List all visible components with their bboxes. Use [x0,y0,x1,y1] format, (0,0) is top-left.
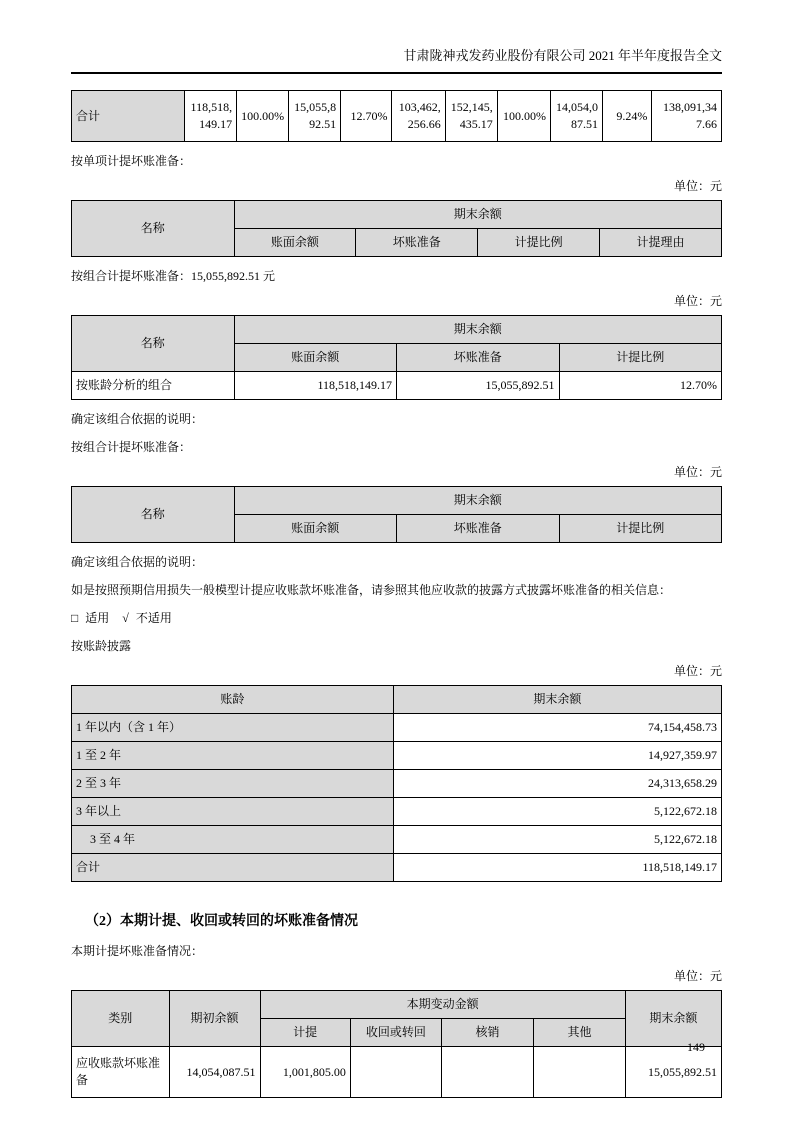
other-group-intro: 按组合计提坏账准备： [71,440,192,454]
bad-debt-provision-header: 坏账准备 [397,344,560,372]
other-group-provision-table [71,486,722,543]
closing-balance-header: 期末余额 [393,686,721,714]
aging-bucket-value: 24,313,658.29 [393,770,721,798]
carryover-total-table [71,90,722,142]
table-header-row [72,991,722,1019]
aging-total-value: 118,518,149.17 [393,854,721,882]
category-cell: 应收账款坏账准备 [72,1047,170,1098]
unit-label: 单位：元 [673,179,722,193]
aging-bucket-value: 5,122,672.18 [393,826,721,854]
applicable-label: 适用 [85,611,110,625]
closing-balance-group-header: 期末余额 [234,316,722,344]
book-balance-cell: 118,518,149.17 [234,372,397,400]
closing-balance-group-header: 期末余额 [234,201,722,229]
recovery-reversal-cell [350,1047,441,1098]
single-item-intro: 按单项计提坏账准备： [71,154,192,168]
opening-balance-cell: 14,054,087.51 [169,1047,260,1098]
provision-reason-header: 计提理由 [600,229,722,257]
accrual-cell: 1,001,805.00 [260,1047,350,1098]
table-header-row [72,487,722,515]
unit-label: 单位：元 [673,465,722,479]
table-header-row [72,201,722,229]
aging-bucket-label: 1 至 2 年 [72,742,394,770]
table-header-row [72,316,722,344]
name-header: 名称 [72,201,235,257]
other-cell [534,1047,626,1098]
provision-ratio-header: 计提比例 [478,229,600,257]
opening-balance-header: 期初余额 [169,991,260,1047]
closing-balance-header: 期末余额 [625,991,721,1047]
bad-debt-provision-header: 坏账准备 [356,229,478,257]
aging-header: 账龄 [72,686,394,714]
unit-label: 单位：元 [673,969,722,983]
report-header-title: 甘肃陇神戎发药业股份有限公司 2021 年半年度报告全文 [71,47,722,74]
provision-ratio-header: 计提比例 [559,515,722,543]
bad-debt-provision-header: 坏账准备 [397,515,560,543]
aging-group-provision-table [71,315,722,400]
provision-ratio-cell: 12.70% [559,372,722,400]
total-cell: 9.24% [603,91,652,142]
write-off-header: 核销 [441,1019,533,1047]
aging-bucket-value: 14,927,359.97 [393,742,721,770]
table-row [72,1047,722,1098]
category-header: 类别 [72,991,170,1047]
total-row [72,91,722,142]
check-icon: √ [122,611,129,625]
single-item-provision-table [71,200,722,257]
unit-label: 单位：元 [673,664,722,678]
total-cell: 14,054,087.51 [551,91,603,142]
name-header: 名称 [72,316,235,372]
aging-total-label: 合计 [72,854,394,882]
table-header-row [72,686,722,714]
table-row [72,742,722,770]
page-content [71,0,722,1098]
section-heading: （2）本期计提、收回或转回的坏账准备情况 [85,914,358,929]
page-number: 149 [687,1040,705,1054]
closing-balance-group-header: 期末余额 [234,487,722,515]
table-row [72,714,722,742]
ecl-model-note: 如是按照预期信用损失一般模型计提应收账款坏账准备，请参照其他应收款的披露方式披露坏账准备的相关信息： [71,583,672,597]
total-row-label: 合计 [72,91,185,142]
provision-change-table [71,990,722,1098]
book-balance-header: 账面余额 [234,515,397,543]
total-cell: 100.00% [237,91,289,142]
aging-bucket-value: 5,122,672.18 [393,798,721,826]
group-basis-note: 确定该组合依据的说明： [71,412,204,426]
group-basis-note: 确定该组合依据的说明： [71,555,204,569]
provision-change-intro: 本期计提坏账准备情况： [71,944,204,958]
table-row [72,798,722,826]
accrual-header: 计提 [260,1019,350,1047]
group-name-cell: 按账龄分析的组合 [72,372,235,400]
not-applicable-label: 不适用 [135,611,172,625]
recovery-reversal-header: 收回或转回 [350,1019,441,1047]
table-total-row [72,854,722,882]
write-off-cell [441,1047,533,1098]
period-change-group-header: 本期变动金额 [260,991,625,1019]
name-header: 名称 [72,487,235,543]
total-cell: 100.00% [497,91,550,142]
aging-group-intro: 按组合计提坏账准备：15,055,892.51 元 [71,269,276,283]
unit-label: 单位：元 [673,294,722,308]
aging-bucket-value: 74,154,458.73 [393,714,721,742]
total-cell: 12.70% [341,91,392,142]
total-cell: 103,462,256.66 [392,91,445,142]
total-cell: 15,055,892.51 [289,91,341,142]
book-balance-header: 账面余额 [234,229,356,257]
aging-disclosure-intro: 按账龄披露 [71,639,132,653]
total-cell: 118,518,149.17 [185,91,237,142]
provision-ratio-header: 计提比例 [559,344,722,372]
applicability-line [71,610,722,627]
table-row [72,826,722,854]
closing-balance-cell: 15,055,892.51 [625,1047,721,1098]
aging-subbucket-label: 3 至 4 年 [72,826,394,854]
bad-debt-provision-cell: 15,055,892.51 [397,372,560,400]
total-cell: 152,145,435.17 [445,91,497,142]
aging-bucket-label: 1 年以内（含 1 年） [72,714,394,742]
total-cell: 138,091,347.66 [652,91,722,142]
aging-bucket-label: 3 年以上 [72,798,394,826]
table-row [72,770,722,798]
book-balance-header: 账面余额 [234,344,397,372]
checkbox-unchecked-icon: □ [71,611,79,625]
aging-bucket-label: 2 至 3 年 [72,770,394,798]
table-row [72,372,722,400]
other-header: 其他 [534,1019,626,1047]
aging-disclosure-table [71,685,722,882]
